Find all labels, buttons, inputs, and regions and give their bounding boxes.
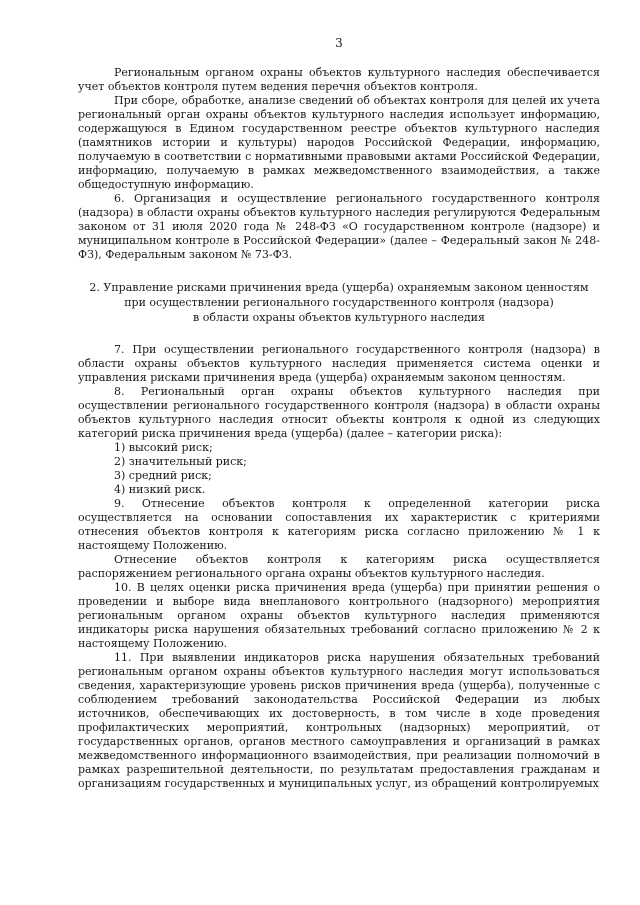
list-item-low-risk: 4) низкий риск. — [114, 483, 206, 496]
section-heading-line-2: при осуществлении регионального государственного контроля (надзора) — [124, 296, 554, 309]
paragraph-6-legal-basis: 6. Организация и осуществление регионального государственного контроля (надзора) в области охраны объектов культурного наследия регулируются Федеральным законом от 31 июля 2020 года № 248-ФЗ «О государственном контроле (надзоре) и муниципальном контроле в Российской Федерации» (далее – Федеральный закон № 248-ФЗ), Федеральным законом № 73-ФЗ. — [78, 192, 600, 261]
page-number: 3 — [335, 36, 343, 50]
paragraph-7-risk-system: 7. При осуществлении регионального государственного контроля (надзора) в области охраны объектов культурного наследия применяется система оценки и управления рисками причинения вреда (ущерба) охраняемым законом ценностям. — [78, 343, 600, 384]
list-item-significant-risk: 2) значительный риск; — [114, 455, 247, 468]
document-body — [78, 66, 600, 791]
paragraph-10-risk-indicators: 10. В целях оценки риска причинения вреда (ущерба) при принятии решения о проведении и выборе вида внепланового контрольного (надзорного) мероприятия региональным органом охраны объектов культурного наследия применяются индикаторы риска нарушения обязательных требований согласно приложению № 2 к настоящему Положению. — [78, 581, 600, 650]
section-heading-line-3: в области охраны объектов культурного наследия — [193, 311, 485, 324]
paragraph-9-criteria: 9. Отнесение объектов контроля к определенной категории риска осуществляется на основании сопоставления их характеристик с критериями отнесения объектов контроля к категориям риска согласно приложению № 1 к настоящему Положению. — [78, 497, 600, 552]
section-heading — [78, 280, 600, 325]
paragraph-information-sources: При сборе, обработке, анализе сведений об объектах контроля для целей их учета региональный орган охраны объектов культурного наследия использует информацию, содержащуюся в Едином государственном реестре объектов культурного наследия (памятников истории и культуры) народов Российской Федерации, информацию, получаемую в соответствии с нормативными правовыми актами Российской Федерации, информацию, получаемую в рамках межведомственного взаимодействия, а также общедоступную информацию. — [78, 94, 600, 191]
section-heading-line-1: 2. Управление рисками причинения вреда (ущерба) охраняемым законом ценностям — [89, 281, 589, 294]
paragraph-11-information-usage: 11. При выявлении индикаторов риска нарушения обязательных требований региональным органом охраны объектов культурного наследия могут использоваться сведения, характеризующие уровень рисков причинения вреда (ущерба), полученные с соблюдением требований законодательства Российской Федерации из любых источников, обеспечивающих их достоверность, в том числе в ходе проведения профилактических мероприятий, контрольных (надзорных) мероприятий, от государственных органов, органов местного самоуправления и организаций в рамках межведомственного информационного взаимодействия, при реализации полномочий в рамках разрешительной деятельности, по результатам предоставления гражданам и организациям государственных и муниципальных услуг, из обращений контролируемых — [78, 651, 600, 790]
paragraph-8-risk-categories: 8. Региональный орган охраны объектов культурного наследия при осуществлении регионального государственного контроля (надзора) в области охраны объектов культурного наследия относит объекты контроля к одной из следующих категорий риска причинения вреда (ущерба) (далее – категории риска): — [78, 385, 600, 440]
paragraph-registry-accounting: Региональным органом охраны объектов культурного наследия обеспечивается учет объектов контроля путем ведения перечня объектов контроля. — [78, 66, 600, 93]
list-item-medium-risk: 3) средний риск; — [114, 469, 212, 482]
paragraph-9-order: Отнесение объектов контроля к категориям риска осуществляется распоряжением регионального органа охраны объектов культурного наследия. — [78, 553, 600, 580]
list-item-high-risk: 1) высокий риск; — [114, 441, 213, 454]
